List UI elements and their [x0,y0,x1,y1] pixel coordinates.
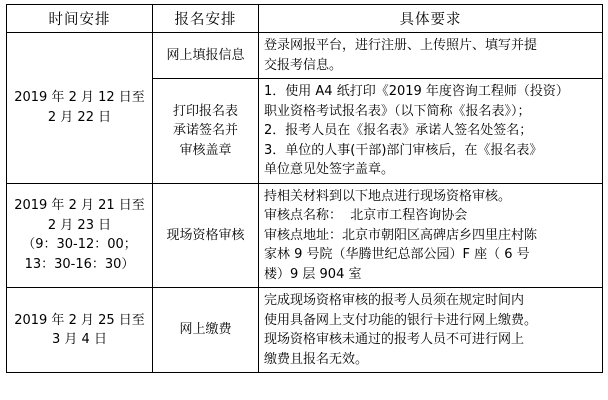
time-cell: 2019 年 2 月 25 日至 3 月 4 日 [7,288,153,373]
table-row [7,183,603,288]
item-cell: 网上填报信息 [153,33,259,79]
table-body [7,33,603,373]
table-row [7,33,603,79]
requirement-cell: 持相关材料到以下地点进行现场资格审核。 审核点名称： 北京市工程咨询协会 审核点地址：北京市朝阳区高碑店乡四里庄村陈 家林 9 号院（华腾世纪总部公园）F 座（ 6 号 楼）9 层 904 室 [259,183,603,288]
requirement-cell: 完成现场资格审核的报考人员须在规定时间内 使用具备网上支付功能的银行卡进行网上缴费。 现场资格审核未通过的报考人员不可进行网上 缴费且报名无效。 [259,288,603,373]
registration-schedule-table [6,4,603,373]
time-cell: 2019 年 2 月 12 日至 2 月 22 日 [7,33,153,184]
requirement-cell: 1．使用 A4 纸打印《2019 年度咨询工程师（投资） 职业资格考试报名表》（以下简称《报名表》）； 2．报考人员在《报名表》承诺人签名处签名； 3．单位的人事(干部)部门审核后，在《报名表》 单位意见处签字盖章。 [259,79,603,184]
item-cell: 打印报名表 承诺签名并 审核盖章 [153,79,259,184]
column-header-time: 时间安排 [7,5,153,33]
column-header-item: 报名安排 [153,5,259,33]
table-header [7,5,603,33]
table-header-row [7,5,603,33]
table-row [7,288,603,373]
item-cell: 现场资格审核 [153,183,259,288]
requirement-cell: 登录网报平台，进行注册、上传照片、填写并提 交报考信息。 [259,33,603,79]
time-cell: 2019 年 2 月 21 日至 2 月 23 日 （9：30-12：00； 13：30-16：30） [7,183,153,288]
item-cell: 网上缴费 [153,288,259,373]
column-header-requirement: 具体要求 [259,5,603,33]
